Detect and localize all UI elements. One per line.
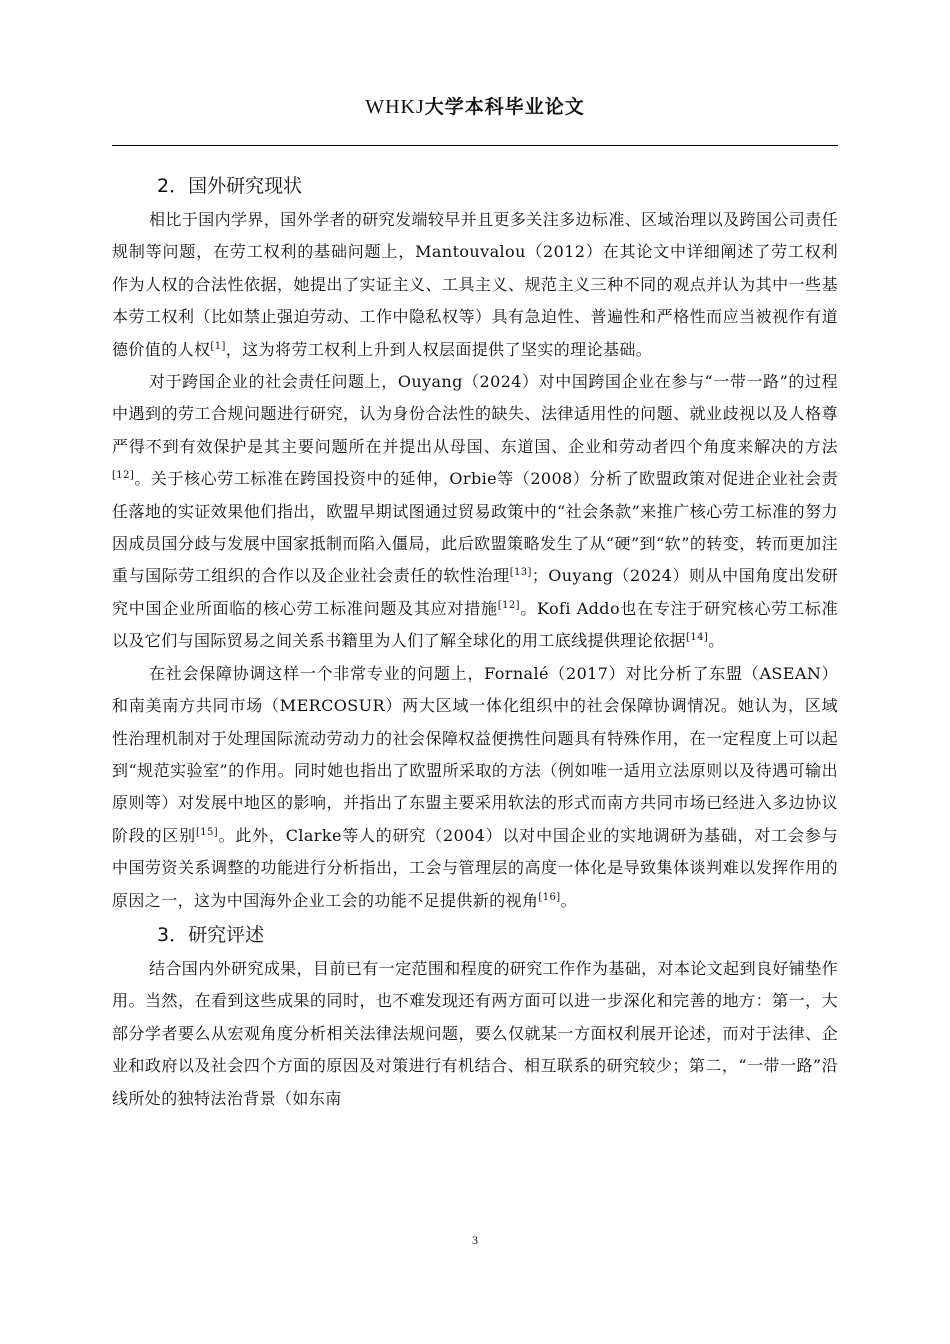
paragraph-text: 相比于国内学界，国外学者的研究发端较早并且更多关注多边标准、区域治理以及跨国公司责任规制等问题，在劳工权利的基础问题上，Mantouvalou（2012）在其论文中详细阐述了劳工权利作为人权的合法性依据，她提出了实证主义、工具主义、规范主义三种不同的观点并认为其中一些基本劳工权利（比如禁止强迫劳动、工作中隐私权等）具有急迫性、普遍性和严格性而应当被视作有道德价值的人权 xyxy=(112,210,838,359)
paragraph-text: 对于跨国企业的社会责任问题上，Ouyang（2024）对中国跨国企业在参与“一带一路”的过程中遇到的劳工合规问题进行研究，认为身份合法性的缺失、法律适用性的问题、就业歧视以及人格尊严得不到有效保护是其主要问题所在并提出从母国、东道国、企业和劳动者四个角度来解决的方法 xyxy=(112,372,838,456)
paragraph-text: 。关于核心劳工标准在跨国投资中的延伸，Orbie等（2008）分析了欧盟政策对促进企业社会责任落地的实证效果他们指出，欧盟早期试图通过贸易政策中的“社会条款”来推广核心劳工标准的努力因成员国分歧与发展中国家抵制而陷入僵局，此后欧盟策略发生了从“硬”到“软”的转变，转而更加注重与国际劳工组织的合作以及企业社会责任的软性治理 xyxy=(112,469,838,586)
paragraph-text: 。 xyxy=(560,890,577,910)
running-header xyxy=(112,92,838,121)
header-university-code: WHKJ xyxy=(365,96,425,118)
body-paragraph xyxy=(112,658,838,917)
header-thesis-label: 大学本科毕业论文 xyxy=(424,96,585,118)
citation-ref: [1] xyxy=(210,340,226,352)
section-heading: 2．国外研究现状 xyxy=(157,175,303,197)
paragraph-text: ，这为将劳工权利上升到人权层面提供了坚实的理论基础。 xyxy=(225,339,653,359)
body-content xyxy=(112,168,838,1115)
body-paragraph xyxy=(112,366,838,658)
citation-ref: [15] xyxy=(195,826,219,838)
citation-ref: [13] xyxy=(509,567,532,579)
citation-ref: [14] xyxy=(686,632,709,644)
paragraph-text: ；Ouyang（2024）则从中国角度出发研究中国企业所面临的核心劳工标准问题及其应对措施 xyxy=(112,566,838,618)
page-number: 3 xyxy=(472,1233,478,1247)
citation-ref: [12] xyxy=(497,599,520,611)
paragraph-text: 。Kofi Addo也在专注于研究核心劳工标准以及它们与国际贸易之间关系书籍里为人们了解全球化的用工底线提供理论依据 xyxy=(112,598,839,651)
header-rule xyxy=(112,145,838,146)
paragraph-text: 结合国内外研究成果，目前已有一定范围和程度的研究工作作为基础，对本论文起到良好铺垫作用。当然，在看到这些成果的同时，也不难发现还有两方面可以进一步深化和完善的地方：第一，大部分学者要么从宏观角度分析相关法律法规问题，要么仅就某一方面权利展开论述，而对于法律、企业和政府以及社会四个方面的原因及对策进行有机结合、相互联系的研究较少；第二，“一带一路”沿线所处的独特法治背景（如东南 xyxy=(112,958,838,1108)
citation-ref: [12] xyxy=(112,470,135,482)
body-paragraph xyxy=(112,953,838,1115)
paragraph-text: 。此外，Clarke等人的研究（2004）以对中国企业的实地调研为基础，对工会参与中国劳资关系调整的功能进行分析指出，工会与管理层的高度一体化是导致集体谈判难以发挥作用的原因之一，这为中国海外企业工会的功能不足提供新的视角 xyxy=(112,825,838,910)
section-heading: 3．研究评述 xyxy=(157,923,265,946)
citation-ref: [16] xyxy=(538,891,561,903)
paragraph-text: 在社会保障协调这样一个非常专业的问题上，Fornalé（2017）对比分析了东盟（ASEAN）和南美南方共同市场（MERCOSUR）两大区域一体化组织中的社会保障协调情况。她认为，区域性治理机制对于处理国际流动劳动力的社会保障权益便携性问题具有特殊作用，在一定程度上可以起到“规范实验室”的作用。同时她也指出了欧盟所采取的方法（例如唯一适用立法原则以及待遇可输出原则等）对发展中地区的影响，并指出了东盟主要采用软法的形式而南方共同市场已经进入多边协议阶段的区别 xyxy=(112,663,838,845)
paragraph-text: 。 xyxy=(708,631,725,651)
body-paragraph xyxy=(112,204,838,366)
